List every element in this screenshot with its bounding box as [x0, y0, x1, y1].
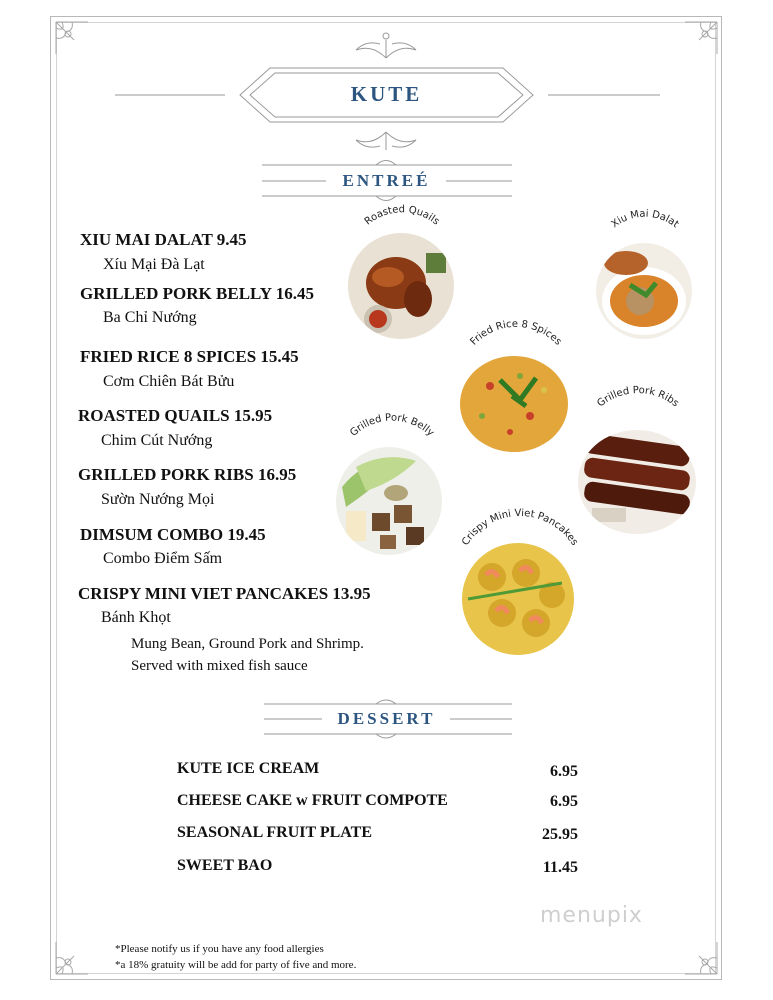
photo-caption: Roasted Quails	[362, 204, 442, 228]
section-title-dessert: DESSERT	[337, 709, 436, 728]
entree-item-name: DIMSUM COMBO 19.45	[80, 525, 266, 544]
photo-caption: Xiu Mai Dalat	[609, 208, 681, 231]
dessert-item-price: 11.45	[542, 859, 578, 876]
photo-caption: Grilled Pork Ribs	[595, 385, 681, 410]
entree-item-name: XIU MAI DALAT 9.45	[80, 230, 247, 249]
entree-item-viet: Cơm Chiên Bát Bửu	[103, 373, 235, 390]
corner-ornament-bottom-right	[681, 938, 721, 978]
photo-caption: Fried Rice 8 Spices	[468, 318, 564, 348]
dessert-item-name: KUTE ICE CREAM	[177, 760, 320, 777]
footnote-allergies: *Please notify us if you have any food allergies	[115, 943, 324, 955]
photo-caption: Grilled Pork Belly	[348, 412, 436, 439]
dessert-item-name: SEASONAL FRUIT PLATE	[177, 824, 373, 841]
entree-item-viet: Xíu Mại Đà Lạt	[103, 256, 205, 273]
entree-item-viet: Sườn Nướng Mọi	[101, 491, 215, 508]
entree-item-viet: Combo Điểm Sấm	[103, 550, 223, 567]
watermark: menupix	[540, 903, 643, 928]
restaurant-title: KUTE	[350, 82, 423, 106]
dessert-item-name: SWEET BAO	[177, 857, 273, 874]
corner-ornament-bottom-left	[52, 938, 92, 978]
dessert-item-name: CHEESE CAKE w FRUIT COMPOTE	[177, 792, 448, 809]
entree-item-viet: Ba Chỉ Nướng	[103, 309, 197, 326]
dessert-item-price: 25.95	[542, 826, 578, 843]
entree-item-name: FRIED RICE 8 SPICES 15.45	[80, 347, 299, 366]
footnote-gratuity: *a 18% gratuity will be add for party of five and more.	[115, 959, 357, 971]
entree-item-name: GRILLED PORK RIBS 16.95	[78, 465, 297, 484]
pancake-description-line: Mung Bean, Ground Pork and Shrimp.	[131, 636, 364, 652]
entree-item-name: GRILLED PORK BELLY 16.45	[80, 284, 314, 303]
section-title-entree: ENTREÉ	[342, 171, 431, 190]
photo-caption: Crispy Mini Viet Pancakes	[460, 507, 580, 548]
pancake-description-line: Served with mixed fish sauce	[131, 658, 308, 674]
entree-item-viet: Bánh Khọt	[101, 609, 171, 626]
entree-item-name: ROASTED QUAILS 15.95	[78, 406, 273, 425]
entree-item-viet: Chim Cút Nướng	[101, 432, 213, 449]
entree-item-name: CRISPY MINI VIET PANCAKES 13.95	[78, 584, 371, 603]
dessert-item-price: 6.95	[550, 793, 578, 810]
dessert-item-price: 6.95	[550, 763, 578, 780]
